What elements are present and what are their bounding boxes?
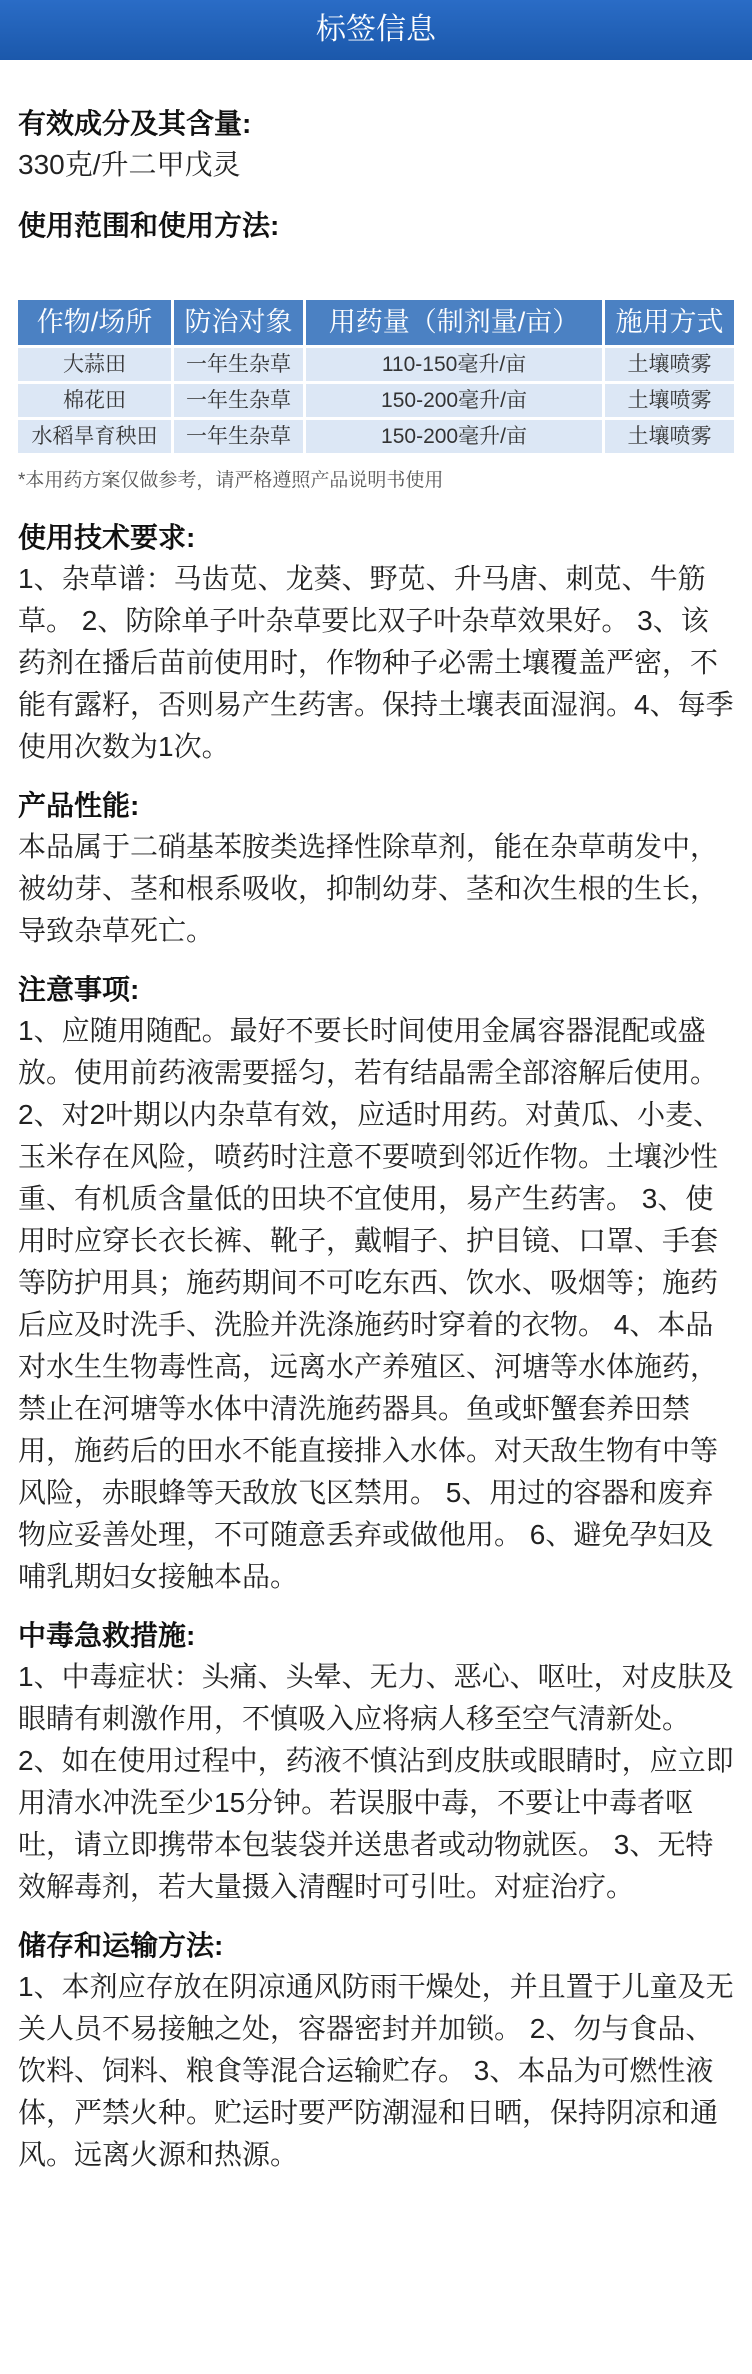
paragraph-line: 重、有机质含量低的田块不宜使用，易产生药害。 3、使 (18, 1183, 714, 1214)
section-heading-usage: 使用范围和使用方法: (18, 210, 280, 241)
section-storage (18, 1926, 734, 2176)
paragraph-line: 后应及时洗手、洗脸并洗涤施药时穿着的衣物。 4、本品 (18, 1309, 714, 1340)
paragraph-line: 物应妥善处理，不可随意丢弃或做他用。 6、避免孕妇及 (18, 1519, 714, 1550)
table-header-cell: 用药量（制剂量/亩） (306, 300, 602, 345)
table-cell: 棉花田 (18, 384, 171, 417)
section-performance (18, 786, 734, 952)
section-technical (18, 518, 734, 768)
paragraph-line: 饮料、饲料、粮食等混合运输贮存。 3、本品为可燃性液 (18, 2055, 714, 2086)
paragraph-line: 导致杂草死亡。 (18, 915, 215, 946)
section-precautions (18, 970, 734, 1598)
paragraph-line: 对水生生物毒性高，远离水产养殖区、河塘等水体施药， (18, 1351, 719, 1382)
paragraph-line: 用，施药后的田水不能直接排入水体。对天敌生物有中等 (18, 1435, 719, 1466)
section-first-aid (18, 1616, 734, 1908)
section-heading-precautions: 注意事项: (18, 974, 140, 1005)
label-content (0, 104, 752, 2176)
table-cell: 土壤喷雾 (605, 348, 734, 381)
paragraph-line: 禁止在河塘等水体中清洗施药器具。鱼或虾蟹套养田禁 (18, 1393, 691, 1424)
paragraph-line: 玉米存在风险，喷药时注意不要喷到邻近作物。土壤沙性 (18, 1141, 719, 1172)
paragraph-line: 药剂在播后苗前使用时，作物种子必需土壤覆盖严密，不 (18, 647, 719, 678)
paragraph-line: 1、应随用随配。最好不要长时间使用金属容器混配或盛 (18, 1015, 706, 1046)
table-header-cell: 作物/场所 (18, 300, 171, 345)
paragraph-line: 等防护用具；施药期间不可吃东西、饮水、吸烟等；施药 (18, 1267, 719, 1298)
section-heading-ingredient: 有效成分及其含量: (18, 108, 252, 139)
table-cell: 一年生杂草 (174, 348, 303, 381)
page-title-bar (0, 0, 752, 60)
paragraph-line: 能有露籽，否则易产生药害。保持土壤表面湿润。4、每季 (18, 689, 734, 720)
section-heading-technical: 使用技术要求: (18, 522, 196, 553)
section-usage (18, 206, 734, 496)
table-header-cell: 防治对象 (174, 300, 303, 345)
usage-note: *本用药方案仅做参考，请严格遵照产品说明书使用 (18, 470, 444, 491)
table-cell: 150-200毫升/亩 (306, 420, 602, 453)
section-ingredient (18, 104, 734, 186)
paragraph-line: 风险，赤眼蜂等天敌放飞区禁用。 5、用过的容器和废弃 (18, 1477, 714, 1508)
usage-table (18, 300, 734, 453)
table-cell: 一年生杂草 (174, 384, 303, 417)
table-cell: 水稻旱育秧田 (18, 420, 171, 453)
table-header-cell: 施用方式 (605, 300, 734, 345)
section-heading-first-aid: 中毒急救措施: (18, 1620, 196, 1651)
paragraph-line: 使用次数为1次。 (18, 731, 230, 762)
table-cell: 一年生杂草 (174, 420, 303, 453)
paragraph-line: 1、中毒症状：头痛、头晕、无力、恶心、呕吐，对皮肤及 (18, 1661, 734, 1692)
table-cell: 110-150毫升/亩 (306, 348, 602, 381)
paragraph-line: 眼睛有刺激作用，不慎吸入应将病人移至空气清新处。 (18, 1703, 691, 1734)
paragraph-line: 本品属于二硝基苯胺类选择性除草剂，能在杂草萌发中， (18, 831, 719, 862)
paragraph-line: 哺乳期妇女接触本品。 (18, 1561, 299, 1592)
paragraph-line: 用时应穿长衣长裤、靴子，戴帽子、护目镜、口罩、手套 (18, 1225, 719, 1256)
table-cell: 土壤喷雾 (605, 384, 734, 417)
paragraph-line: 放。使用前药液需要摇匀，若有结晶需全部溶解后使用。 (18, 1057, 719, 1088)
paragraph-line: 体，严禁火种。贮运时要严防潮湿和日晒，保持阴凉和通 (18, 2097, 719, 2128)
page-title: 标签信息 (316, 13, 436, 46)
paragraph-line: 效解毒剂，若大量摄入清醒时可引吐。对症治疗。 (18, 1871, 635, 1902)
section-heading-storage: 储存和运输方法: (18, 1930, 224, 1961)
paragraph-line: 风。远离火源和热源。 (18, 2139, 299, 2170)
paragraph-line: 草。 2、防除单子叶杂草要比双子叶杂草效果好。 3、该 (18, 605, 709, 636)
paragraph-line: 2、如在使用过程中，药液不慎沾到皮肤或眼睛时，应立即 (18, 1745, 734, 1776)
table-cell: 大蒜田 (18, 348, 171, 381)
section-heading-performance: 产品性能: (18, 790, 140, 821)
table-cell: 150-200毫升/亩 (306, 384, 602, 417)
paragraph-line: 关人员不易接触之处，容器密封并加锁。 2、勿与食品、 (18, 2013, 714, 2044)
paragraph-line: 被幼芽、茎和根系吸收，抑制幼芽、茎和次生根的生长， (18, 873, 719, 904)
paragraph-line: 用清水冲洗至少15分钟。若误服中毒，不要让中毒者呕 (18, 1787, 694, 1818)
paragraph-line: 2、对2叶期以内杂草有效，应适时用药。对黄瓜、小麦、 (18, 1099, 722, 1130)
table-cell: 土壤喷雾 (605, 420, 734, 453)
paragraph-line: 1、本剂应存放在阴凉通风防雨干燥处，并且置于儿童及无 (18, 1971, 734, 2002)
paragraph-line: 1、杂草谱：马齿苋、龙葵、野苋、升马唐、刺苋、牛筋 (18, 563, 706, 594)
paragraph-line: 吐，请立即携带本包装袋并送患者或动物就医。 3、无特 (18, 1829, 714, 1860)
ingredient-value: 330克/升二甲戊灵 (18, 149, 241, 180)
